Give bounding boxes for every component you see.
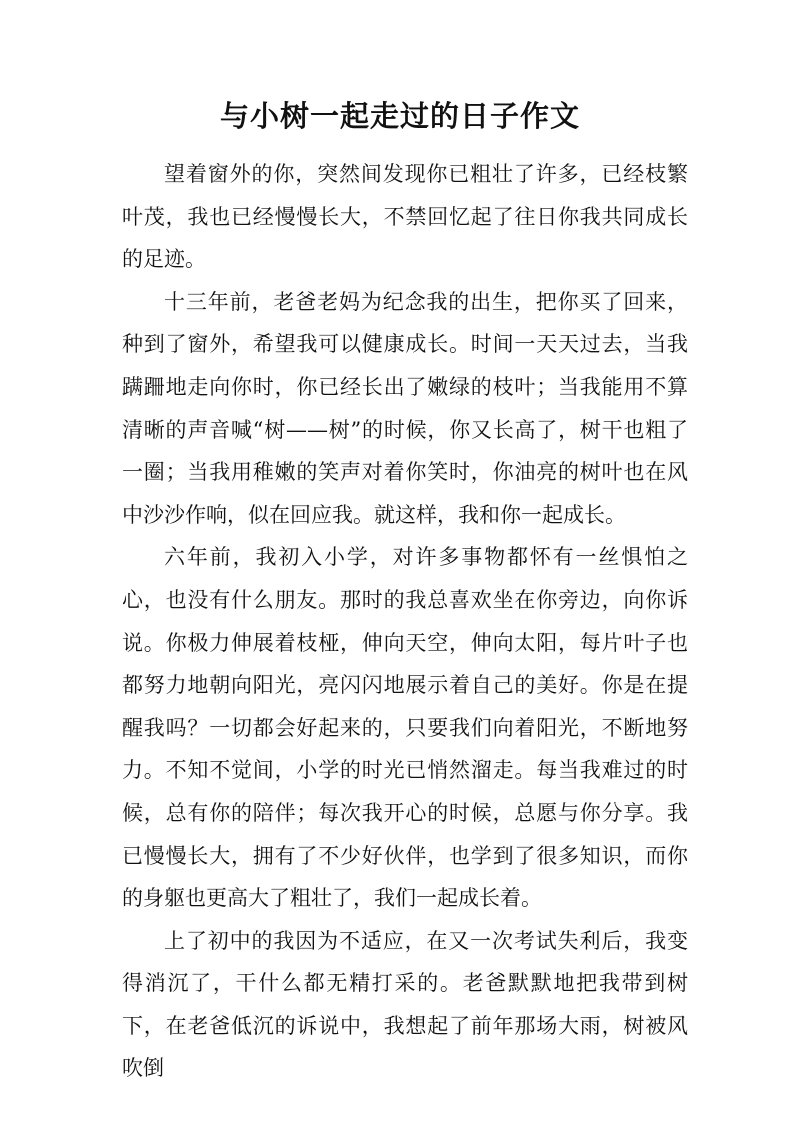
paragraph-4: 上了初中的我因为不适应，在又一次考试失利后，我变得消沉了，干什么都无精打采的。老爸默默地把我带到树下，在老爸低沉的诉说中，我想起了前年那场大雨，树被风吹倒 [122, 928, 688, 1081]
paragraph-1: 望着窗外的你，突然间发现你已粗壮了许多，已经枝繁叶茂，我也已经慢慢长大，不禁回忆起了往日你我共同成长的足迹。 [122, 162, 688, 272]
paragraph-3: 六年前，我初入小学，对许多事物都怀有一丝惧怕之心，也没有什么朋友。那时的我总喜欢坐在你旁边，向你诉说。你极力伸展着枝桠，伸向天空，伸向太阳，每片叶子也都努力地朝向阳光，亮闪闪地展示着自己的美好。你是在提醒我吗？一切都会好起来的，只要我们向着阳光，不断地努力。不知不觉间，小学的时光已悄然溜走。每当我难过的时候，总有你的陪伴；每次我开心的时候，总愿与你分享。我已慢慢长大，拥有了不少好伙伴，也学到了很多知识，而你的身躯也更高大了粗壮了，我们一起成长着。 [122, 545, 688, 911]
document-title: 与小树一起走过的日子作文 [219, 99, 580, 133]
paragraph-2: 十三年前，老爸老妈为纪念我的出生，把你买了回来，种到了窗外，希望我可以健康成长。时间一天天过去，当我蹒跚地走向你时，你已经长出了嫩绿的枝叶；当我能用不算清晰的声音喊“树——树”的时候，你又长高了，树干也粗了一圈；当我用稚嫩的笑声对着你笑时，你油亮的树叶也在风中沙沙作响，似在回应我。就这样，我和你一起成长。 [122, 289, 688, 527]
document-body [122, 153, 688, 1090]
